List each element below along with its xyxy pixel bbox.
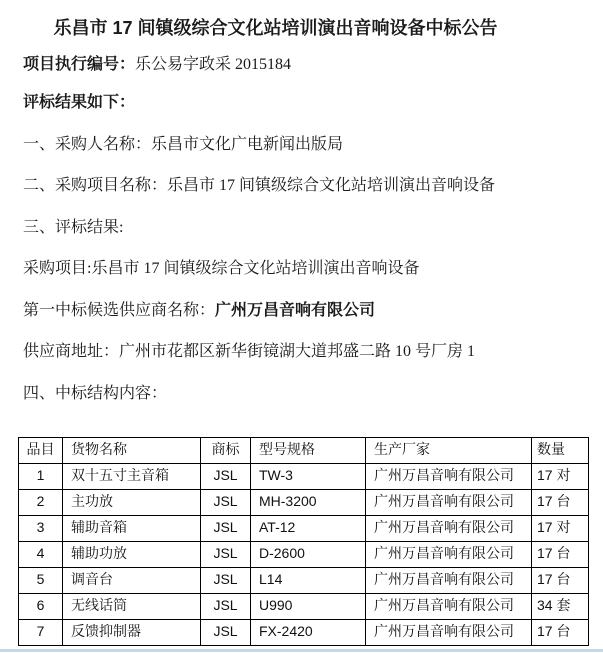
- table-row: [19, 619, 589, 645]
- table-cell: 双十五寸主音箱: [63, 463, 201, 489]
- paragraph-eval-intro: 评标结果如下：: [23, 94, 136, 111]
- column-header: 货物名称: [63, 437, 201, 463]
- table-cell: TW-3: [251, 463, 366, 489]
- table-cell: 主功放: [63, 489, 201, 515]
- table-cell: 17 对: [532, 515, 589, 541]
- project-code-label: 项目执行编号：: [23, 56, 136, 73]
- table-cell: MH-3200: [251, 489, 366, 515]
- table-row: [19, 593, 589, 619]
- table-cell: 3: [19, 515, 63, 541]
- column-header: 商标: [201, 437, 251, 463]
- table-cell: 广州万昌音响有限公司: [366, 489, 532, 515]
- table-cell: 广州万昌音响有限公司: [366, 463, 532, 489]
- paragraph-text: 第一中标候选供应商名称：: [23, 301, 216, 319]
- table-cell: 17 台: [532, 541, 589, 567]
- table-row: [19, 515, 589, 541]
- table-cell: L14: [251, 567, 366, 593]
- table-cell: 反馈抑制器: [63, 619, 201, 645]
- table-row: [19, 567, 589, 593]
- table-cell: 广州万昌音响有限公司: [366, 515, 532, 541]
- table-cell: 广州万昌音响有限公司: [366, 619, 532, 645]
- table-cell: 广州万昌音响有限公司: [366, 567, 532, 593]
- paragraph-text: 一、采购人名称：乐昌市文化广电新闻出版局: [23, 135, 344, 153]
- table-cell: U990: [251, 593, 366, 619]
- table-cell: 4: [19, 541, 63, 567]
- paragraph-winning-supplier: [23, 300, 573, 321]
- table-cell: 1: [19, 463, 63, 489]
- table-cell: 34 套: [532, 593, 589, 619]
- table-cell: 17 台: [532, 567, 589, 593]
- table-cell: 广州万昌音响有限公司: [366, 541, 532, 567]
- table-cell: JSL: [201, 619, 251, 645]
- table-cell: 5: [19, 567, 63, 593]
- column-header: 品目: [19, 437, 63, 463]
- paragraph-text: 采购项目:乐昌市 17 间镇级综合文化站培训演出音响设备: [23, 260, 420, 277]
- paragraph-project-name: [23, 175, 573, 196]
- table-cell: JSL: [201, 593, 251, 619]
- table-cell: 17 对: [532, 463, 589, 489]
- table-cell: JSL: [201, 541, 251, 567]
- paragraph-supplier-address: [23, 341, 573, 362]
- table-row: [19, 489, 589, 515]
- table-cell: JSL: [201, 515, 251, 541]
- table-cell: JSL: [201, 489, 251, 515]
- bottom-divider: [0, 649, 603, 652]
- table-cell: 17 台: [532, 619, 589, 645]
- table-cell: 17 台: [532, 489, 589, 515]
- paragraph-eval-result-heading: [23, 217, 573, 238]
- table-cell: JSL: [201, 567, 251, 593]
- column-header: 型号规格: [251, 437, 366, 463]
- table-row: [19, 541, 589, 567]
- table-row: [19, 463, 589, 489]
- paragraph-text: 四、中标结构内容：: [23, 384, 168, 402]
- table-cell: 辅助功放: [63, 541, 201, 567]
- table-cell: 辅助音箱: [63, 515, 201, 541]
- paragraph-bold-text: 广州万昌音响有限公司: [215, 301, 376, 319]
- paragraph-project-code: [23, 54, 573, 75]
- project-code-value: 乐公易字政采 2015184: [135, 56, 292, 73]
- column-header: 数量: [532, 437, 589, 463]
- table-cell: 广州万昌音响有限公司: [366, 593, 532, 619]
- table-cell: 7: [19, 619, 63, 645]
- paragraph-text: 二、采购项目名称：乐昌市 17 间镇级综合文化站培训演出音响设备: [23, 177, 496, 194]
- table-header-row: [19, 437, 589, 463]
- paragraph-text: 供应商地址：广州市花都区新华街镜湖大道邦盛二路 10 号厂房 1: [23, 343, 476, 360]
- paragraph-award-content-heading: [23, 383, 573, 404]
- table-cell: 调音台: [63, 567, 201, 593]
- column-header: 生产厂家: [366, 437, 532, 463]
- paragraph-text: 三、评标结果:: [23, 218, 124, 236]
- table-cell: FX-2420: [251, 619, 366, 645]
- paragraph-procurement-project: [23, 258, 573, 279]
- paragraph-buyer-name: [23, 134, 573, 155]
- table-cell: D-2600: [251, 541, 366, 567]
- items-table: [18, 437, 589, 646]
- document-title: 乐昌市 17 间镇级综合文化站培训演出音响设备中标公告: [53, 18, 498, 38]
- table-cell: 无线话筒: [63, 593, 201, 619]
- table-cell: 2: [19, 489, 63, 515]
- table-cell: AT-12: [251, 515, 366, 541]
- table-cell: 6: [19, 593, 63, 619]
- table-cell: JSL: [201, 463, 251, 489]
